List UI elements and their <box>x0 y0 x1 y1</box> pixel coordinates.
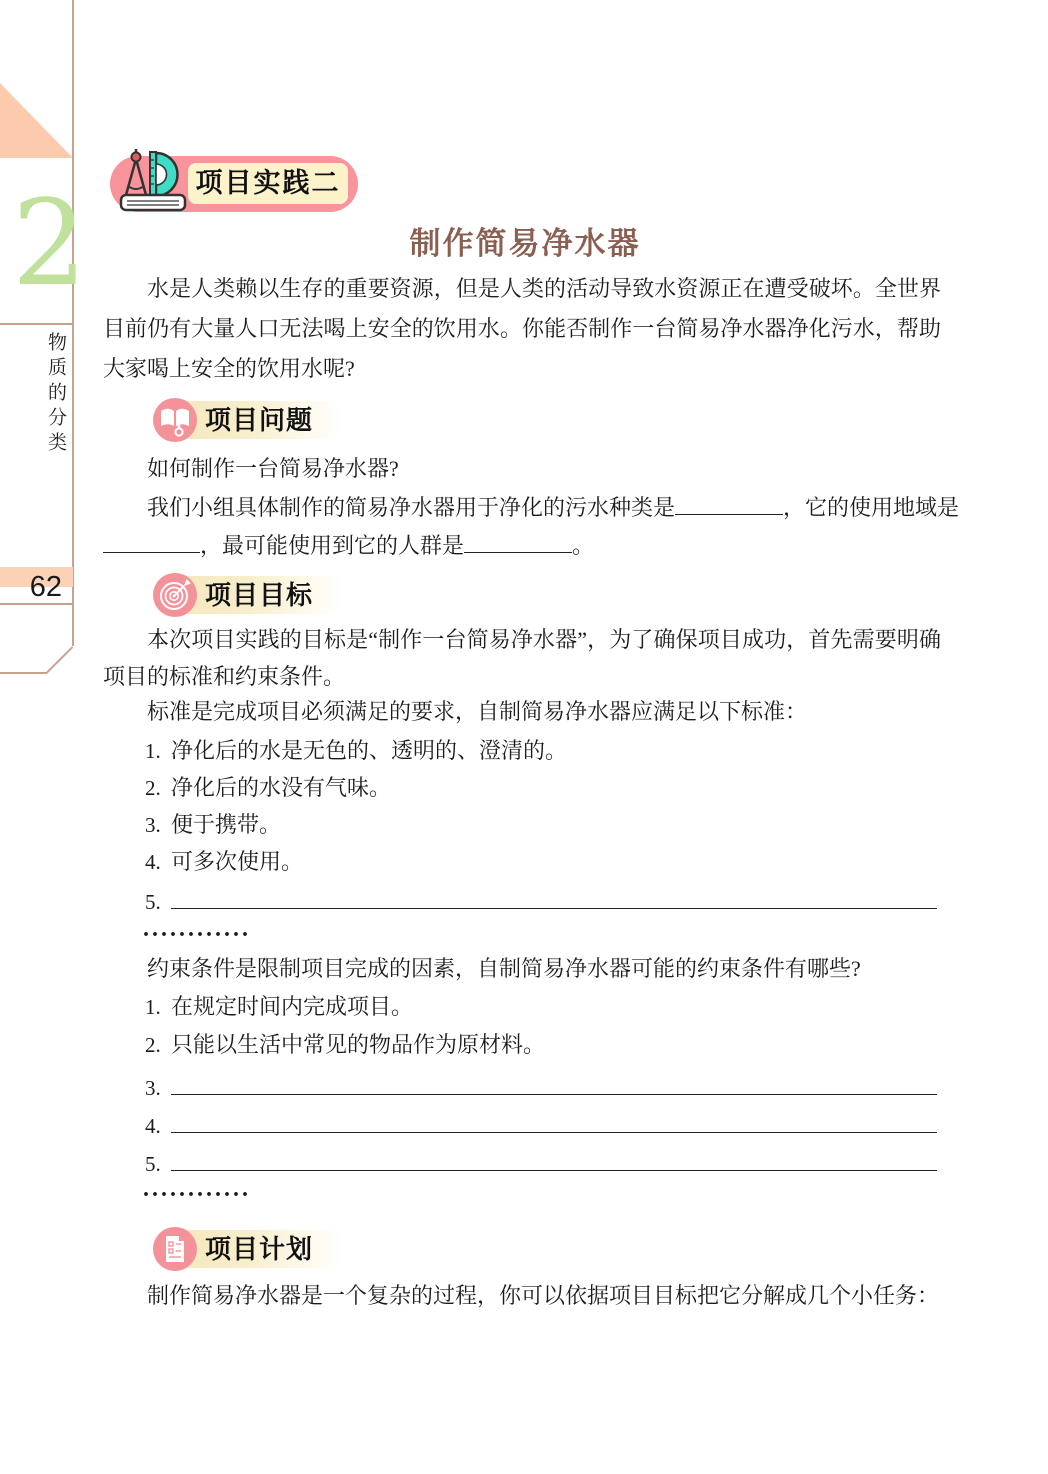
standard-item-2 <box>145 773 391 803</box>
section-heading-plan: 项目计划 <box>205 1234 314 1264</box>
standard-item-4 <box>145 847 303 877</box>
question-line-1 <box>147 454 399 484</box>
plan-paragraph: 制作简易净水器是一个复杂的过程，你可以依据项目目标把它分解成几个小任务： <box>147 1283 940 1308</box>
fill-in-line <box>171 1070 937 1095</box>
item-number: 2. <box>145 776 161 800</box>
section-header-goal <box>153 573 393 617</box>
checklist-icon <box>153 1227 197 1271</box>
constraint-item-5 <box>145 1146 937 1179</box>
item-text: 只能以生活中常见的物品作为原材料。 <box>171 1032 546 1057</box>
fill-in-line <box>171 1108 937 1133</box>
item-number: 4. <box>145 1114 161 1138</box>
constraint-item-3 <box>145 1070 937 1103</box>
question-line-3 <box>103 530 594 561</box>
fill-in-blank <box>103 530 200 553</box>
corner-triangle <box>0 83 73 158</box>
chapter-number: 2 <box>12 174 88 312</box>
constraint-item-1 <box>145 992 413 1022</box>
fill-in-blank <box>464 530 572 553</box>
sidebar-bottom-rule <box>0 672 47 674</box>
page-number: 62 <box>29 571 62 603</box>
intro-paragraph: 水是人类赖以生存的重要资源，但是人类的活动导致水资源正在遭受破坏。全世界目前仍有大量人口无法喝上安全的饮用水。你能否制作一台简易净水器净化污水，帮助大家喝上安全的饮用水呢? <box>103 276 941 381</box>
item-text: 在规定时间内完成项目。 <box>171 994 414 1019</box>
practice-badge <box>110 156 358 212</box>
item-number: 1. <box>145 995 161 1019</box>
question-text: ，最可能使用到它的人群是 <box>200 533 465 558</box>
standard-item-3 <box>145 810 281 840</box>
question-text: 如何制作一台简易净水器? <box>147 456 399 481</box>
constraint-item-2 <box>145 1030 545 1060</box>
question-text: ，它的使用地域是 <box>783 495 960 520</box>
sidebar-rule-under-chapter <box>0 323 73 325</box>
section-heading-goal: 项目目标 <box>205 580 314 610</box>
item-number: 5. <box>145 1152 161 1176</box>
fill-in-line <box>171 1146 937 1171</box>
sidebar-chamfer-rule <box>46 646 74 674</box>
item-number: 4. <box>145 850 161 874</box>
chapter-title-vertical: 物质的分类 <box>45 332 66 457</box>
fill-in-line <box>171 884 937 909</box>
item-number: 3. <box>145 1076 161 1100</box>
section-header-plan <box>153 1227 393 1271</box>
item-text: 可多次使用。 <box>171 849 304 874</box>
practice-badge-label: 项目实践二 <box>188 163 348 204</box>
item-number: 2. <box>145 1033 161 1057</box>
page-title: 制作简易净水器 <box>409 226 641 261</box>
section-header-question <box>153 398 393 442</box>
book-hand-icon <box>153 398 197 442</box>
target-icon <box>153 573 197 617</box>
standard-item-1 <box>145 736 567 766</box>
standard-item-5 <box>145 884 937 917</box>
question-text: 。 <box>572 533 595 558</box>
ellipsis-row: ............ <box>143 916 251 942</box>
item-number: 3. <box>145 813 161 837</box>
question-text: 我们小组具体制作的简易净水器用于净化的污水种类是 <box>147 495 676 520</box>
item-number: 1. <box>145 739 161 763</box>
item-text: 便于携带。 <box>171 812 282 837</box>
goal-paragraph-2: 标准是完成项目必须满足的要求，自制简易净水器应满足以下标准： <box>147 699 808 724</box>
section-heading-question: 项目问题 <box>205 405 314 435</box>
compass-protractor-book-icon <box>116 149 192 219</box>
goal-paragraph-1: 本次项目实践的目标是“制作一台简易净水器”，为了确保项目成功，首先需要明确项目的标准和约束条件。 <box>103 627 941 689</box>
item-text: 净化后的水是无色的、透明的、澄清的。 <box>171 738 568 763</box>
fill-in-blank <box>675 492 783 515</box>
item-number: 5. <box>145 890 161 914</box>
question-line-2 <box>147 492 959 523</box>
goal-paragraph-3: 约束条件是限制项目完成的因素，自制简易净水器可能的约束条件有哪些? <box>147 956 861 981</box>
ellipsis-row: ............ <box>143 1176 251 1202</box>
item-text: 净化后的水没有气味。 <box>171 775 392 800</box>
constraint-item-4 <box>145 1108 937 1141</box>
